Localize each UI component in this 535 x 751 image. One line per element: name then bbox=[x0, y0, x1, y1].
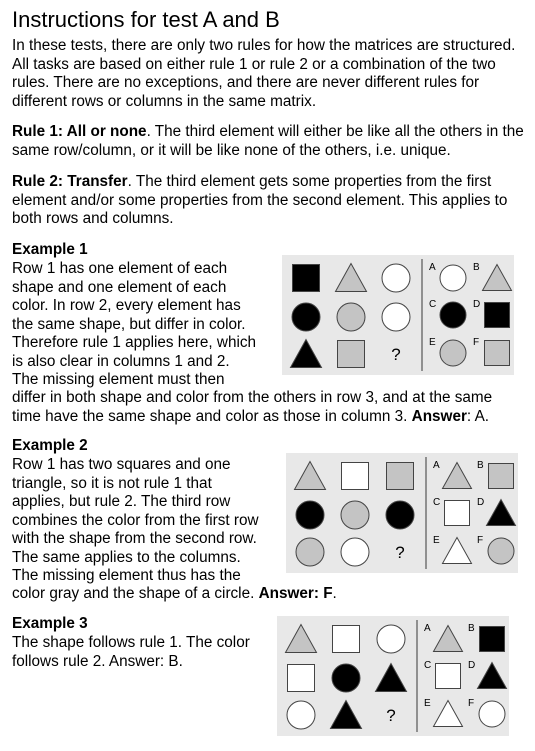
option-letter: D bbox=[473, 299, 481, 310]
example-2-text bbox=[12, 456, 259, 586]
example-2-puzzle bbox=[286, 453, 518, 573]
square-white-shape bbox=[445, 501, 470, 526]
page-title: Instructions for test A and B bbox=[12, 7, 280, 32]
example-1-line: color. In row 2, every element has bbox=[12, 297, 241, 314]
example-1-line: Therefore rule 1 applies here, which bbox=[12, 334, 257, 351]
example-2-answer-label: Answer: F bbox=[258, 585, 333, 602]
circle-black-shape bbox=[296, 501, 324, 529]
circle-white-shape bbox=[382, 264, 410, 292]
option-letter: B bbox=[468, 623, 475, 634]
option-letter: E bbox=[433, 535, 440, 546]
triangle-black-shape bbox=[331, 701, 362, 729]
square-white-shape bbox=[288, 665, 315, 692]
example-2-title: Example 2 bbox=[12, 437, 88, 454]
circle-white-shape bbox=[377, 625, 405, 653]
example-2-conclusion bbox=[12, 585, 524, 604]
example-2-wide-text: color gray and the shape of a circle. bbox=[12, 585, 259, 602]
circle-white-shape bbox=[341, 538, 369, 566]
square-gray-shape bbox=[489, 464, 514, 489]
example-3-title: Example 3 bbox=[12, 615, 88, 632]
example-2-answer-value: . bbox=[332, 585, 337, 602]
triangle-black-shape bbox=[376, 664, 407, 692]
circle-white-shape bbox=[287, 701, 315, 729]
rule-1-label: Rule 1: All or none bbox=[12, 123, 147, 140]
option-letter: F bbox=[473, 337, 480, 348]
triangle-black-shape bbox=[291, 340, 322, 368]
example-1-line: is also clear in columns 1 and 2. bbox=[12, 352, 230, 370]
triangle-black-shape bbox=[478, 663, 507, 689]
option-letter: B bbox=[473, 262, 480, 273]
square-white-shape bbox=[436, 664, 461, 689]
rule-2-paragraph bbox=[12, 173, 524, 229]
triangle-gray-shape bbox=[295, 462, 326, 490]
example-1-line: the same shape, but differ in color. bbox=[12, 315, 246, 333]
triangle-gray-shape bbox=[443, 463, 472, 489]
example-2-line: Row 1 has two squares and one bbox=[12, 456, 231, 473]
triangle-gray-shape bbox=[483, 265, 512, 291]
option-letter: E bbox=[429, 337, 436, 348]
example-1-answer-label: Answer bbox=[411, 407, 467, 425]
example-3-line: The shape follows rule 1. The color bbox=[12, 634, 250, 651]
circle-gray-shape bbox=[341, 501, 369, 529]
example-1-line: shape and one element of each bbox=[12, 278, 227, 296]
option-letter: C bbox=[433, 497, 441, 508]
rule-1-text: . The third element will either be like all the others in the same row/column, or it will be like none of the others, i.e. unique. bbox=[12, 123, 524, 159]
circle-white-shape bbox=[440, 265, 466, 291]
example-2-line: applies, but rule 2. The third row bbox=[12, 493, 231, 510]
example-3-puzzle bbox=[277, 616, 509, 736]
rule-1-paragraph bbox=[12, 123, 524, 160]
intro-paragraph: In these tests, there are only two rules for how the matrices are structured. All tasks are based on either rule 1 or rule 2 or a combination of the two rules. There are no exceptions, and there are never different rules for different rows or columns in the same matrix. bbox=[12, 37, 516, 110]
puzzle-matrix bbox=[286, 453, 518, 573]
example-1-text bbox=[12, 260, 256, 390]
circle-gray-shape bbox=[296, 538, 324, 566]
example-1-puzzle bbox=[282, 255, 514, 375]
circle-gray-shape bbox=[440, 340, 466, 366]
example-2-line: The missing element thus has the bbox=[12, 567, 241, 584]
triangle-white-shape bbox=[434, 701, 463, 727]
option-letter: A bbox=[424, 623, 431, 634]
triangle-gray-shape bbox=[336, 264, 367, 292]
option-letter: A bbox=[433, 460, 440, 471]
example-2-line: combines the color from the first row bbox=[12, 511, 259, 529]
square-black-shape bbox=[480, 627, 505, 652]
circle-gray-shape bbox=[337, 303, 365, 331]
circle-black-shape bbox=[292, 303, 320, 331]
option-letter: C bbox=[424, 660, 432, 671]
triangle-white-shape bbox=[443, 538, 472, 564]
example-1-wide-text: differ in both shape and color from the others in row 3, and at the same time have the same shape and color as those in column 3. bbox=[12, 389, 493, 425]
example-2-line: with the shape from the second row. bbox=[12, 530, 257, 547]
option-letter: D bbox=[468, 660, 476, 671]
square-black-shape bbox=[293, 265, 320, 292]
square-white-shape bbox=[342, 463, 369, 490]
missing-element-mark: ? bbox=[386, 706, 396, 725]
option-letter: D bbox=[477, 497, 485, 508]
square-gray-shape bbox=[387, 463, 414, 490]
square-black-shape bbox=[485, 303, 510, 328]
example-3-line: follows rule 2. Answer: B. bbox=[12, 652, 183, 670]
puzzle-matrix bbox=[277, 616, 509, 736]
example-1-answer-value: : A. bbox=[466, 407, 490, 425]
option-letter: B bbox=[477, 460, 484, 471]
option-letter: F bbox=[477, 535, 484, 546]
triangle-black-shape bbox=[487, 500, 516, 526]
triangle-gray-shape bbox=[434, 626, 463, 652]
square-gray-shape bbox=[338, 341, 365, 368]
rule-2-label: Rule 2: Transfer bbox=[12, 173, 128, 190]
example-3-text bbox=[12, 634, 250, 671]
missing-element-mark: ? bbox=[391, 345, 401, 364]
puzzle-matrix bbox=[282, 255, 514, 375]
rule-2-text: . The third element gets some properties from the first element and/or some properties from the second element. This applies to both rows and columns. bbox=[12, 173, 508, 227]
circle-black-shape bbox=[440, 302, 466, 328]
missing-element-mark: ? bbox=[395, 543, 405, 562]
triangle-gray-shape bbox=[286, 625, 317, 653]
square-gray-shape bbox=[485, 341, 510, 366]
option-letter: A bbox=[429, 262, 436, 273]
example-2-line: The same applies to the columns. bbox=[12, 548, 241, 566]
circle-white-shape bbox=[382, 303, 410, 331]
square-white-shape bbox=[333, 626, 360, 653]
circle-gray-shape bbox=[488, 538, 514, 564]
example-1-line: Row 1 has one element of each bbox=[12, 260, 228, 277]
option-letter: F bbox=[468, 698, 475, 709]
circle-white-shape bbox=[479, 701, 505, 727]
example-1-line: The missing element must then bbox=[12, 371, 225, 388]
example-1-title: Example 1 bbox=[12, 241, 88, 258]
circle-black-shape bbox=[332, 664, 360, 692]
circle-black-shape bbox=[386, 501, 414, 529]
example-1-conclusion bbox=[12, 389, 524, 426]
option-letter: C bbox=[429, 299, 437, 310]
option-letter: E bbox=[424, 698, 431, 709]
example-2-line: triangle, so it is not rule 1 that bbox=[12, 474, 212, 492]
